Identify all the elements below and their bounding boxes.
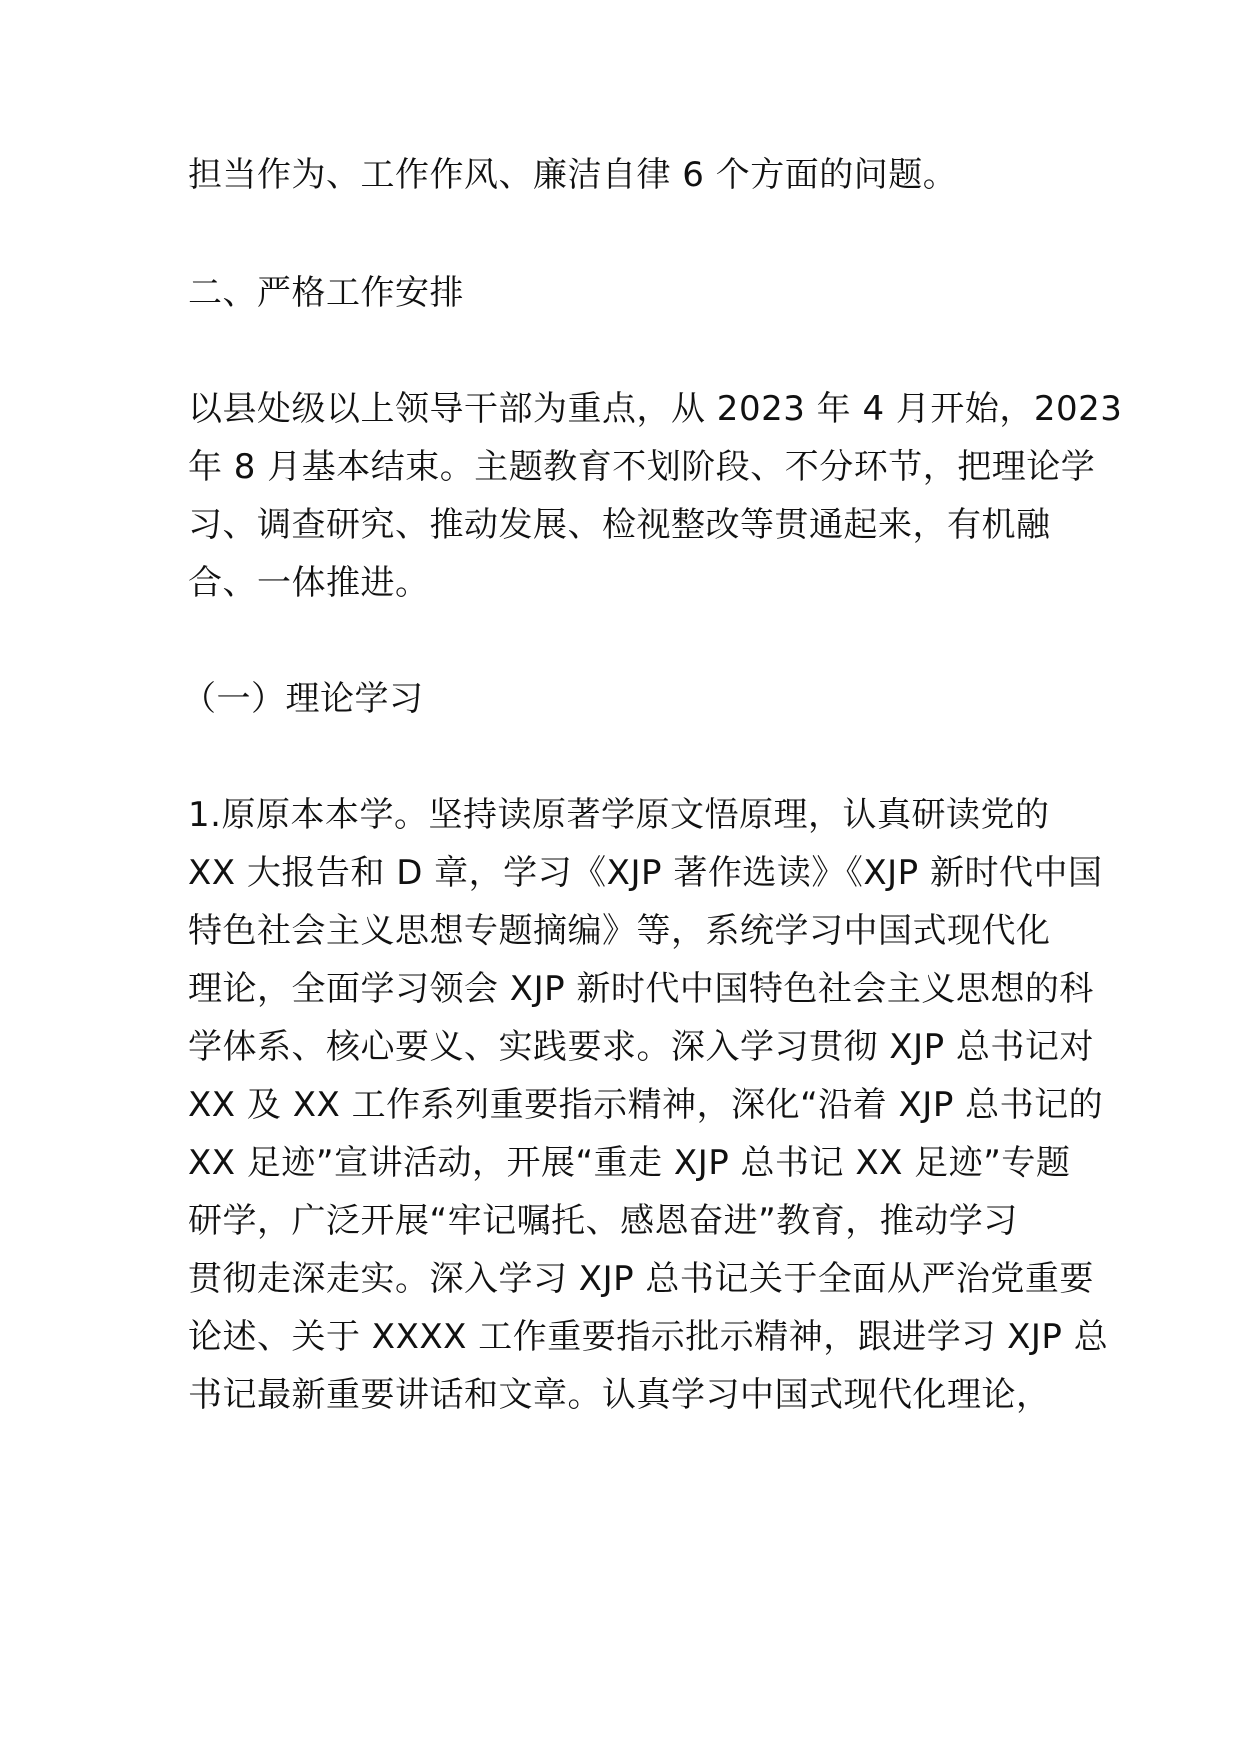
item1-line: 1.原原本本学。坚持读原著学原文悟原理，认真研读党的 (188, 795, 1050, 835)
item1-line: 书记最新重要讲话和文章。认真学习中国式现代化理论， (188, 1375, 1051, 1415)
item1-line: XX 大报告和 D 章，学习《XJP 著作选读》《XJP 新时代中国 (188, 853, 1103, 893)
section-heading: 二、严格工作安排 (188, 273, 464, 313)
item1-line: 理论，全面学习领会 XJP 新时代中国特色社会主义思想的科 (188, 969, 1094, 1009)
item1-line: XX 及 XX 工作系列重要指示精神，深化“沿着 XJP 总书记的 (188, 1085, 1104, 1125)
item1-line: XX 足迹”宣讲活动，开展“重走 XJP 总书记 XX 足迹”专题 (188, 1143, 1071, 1183)
intro-line: 习、调查研究、推动发展、检视整改等贯通起来，有机融 (188, 505, 1051, 545)
intro-line: 合、一体推进。 (188, 563, 430, 603)
intro-line: 年 8 月基本结束。主题教育不划阶段、不分环节，把理论学 (188, 447, 1096, 487)
item1-line: 论述、关于 XXXX 工作重要指示批示精神，跟进学习 XJP 总 (188, 1317, 1109, 1357)
item1-line: 特色社会主义思想专题摘编》等，系统学习中国式现代化 (188, 911, 1051, 951)
item1-line: 学体系、核心要义、实践要求。深入学习贯彻 XJP 总书记对 (188, 1027, 1094, 1067)
subsection-heading: （一）理论学习 (182, 679, 424, 719)
item1-line: 研学，广泛开展“牢记嘱托、感恩奋进”教育，推动学习 (188, 1201, 1018, 1241)
continuation-line: 担当作为、工作作风、廉洁自律 6 个方面的问题。 (188, 155, 958, 195)
intro-line: 以县处级以上领导干部为重点，从 2023 年 4 月开始，2023 (188, 389, 1123, 429)
item1-line: 贯彻走深走实。深入学习 XJP 总书记关于全面从严治党重要 (188, 1259, 1094, 1299)
